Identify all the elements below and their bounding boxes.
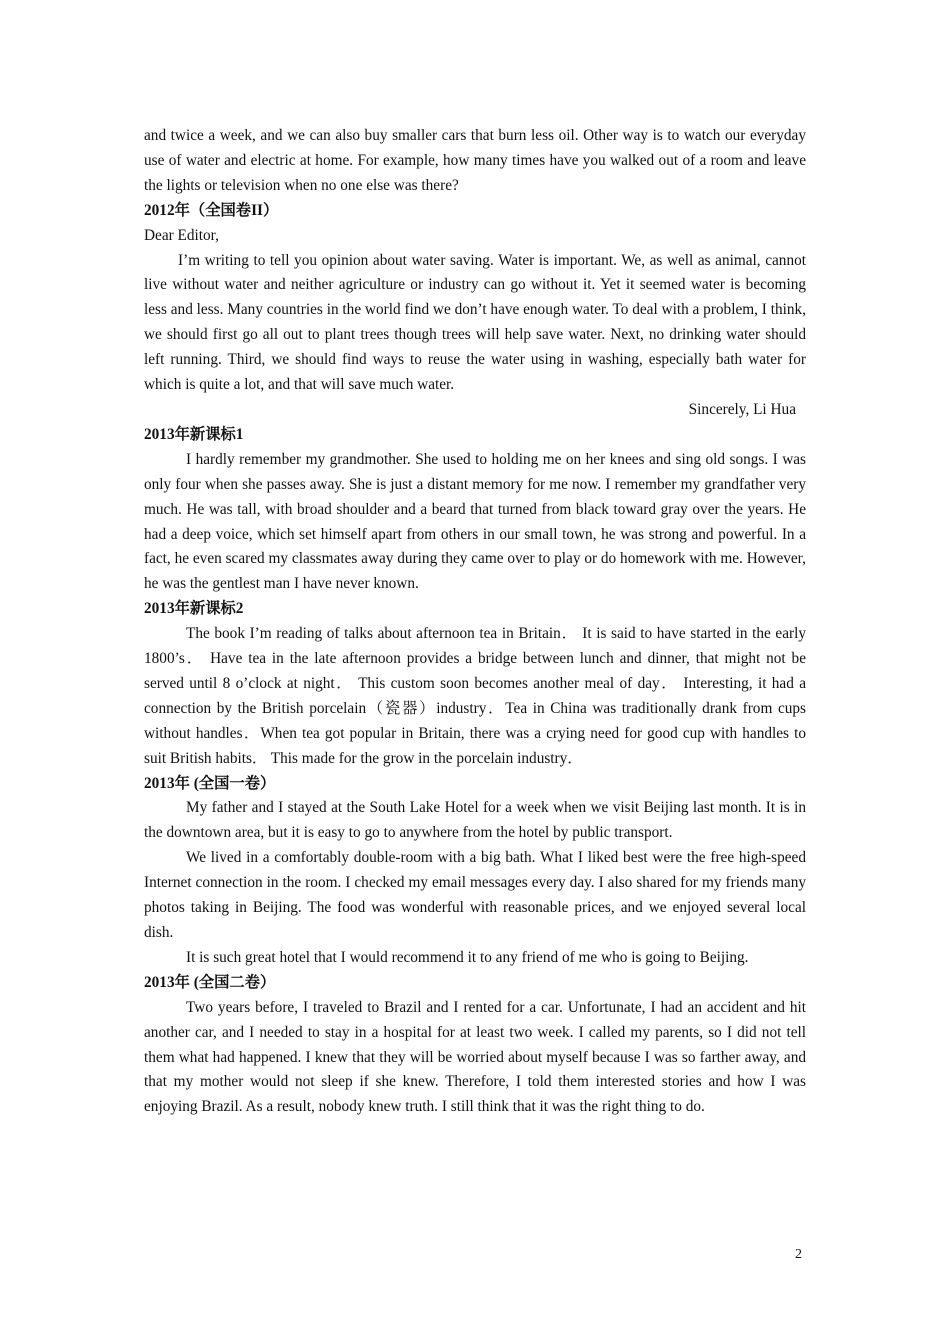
section-heading-2013-quanguo-2: 2013年 (全国二卷） bbox=[144, 973, 276, 991]
page-number: 2 bbox=[795, 1247, 802, 1262]
essay-paragraph: I hardly remember my grandmother. She used to holding me on her knees and sing old songs. I was only four when she passes away. She is just a distant memory for me now. I remember my grandfather very much. He was tall, with broad shoulder and a beard that turned from black toward gray over the years. He had a deep voice, which set himself apart from others in our small town, he was strong and powerful. In a fact, he even scared my classmates away during they came over to play or do homework with me. However, he was the gentlest man I have never known. bbox=[144, 450, 806, 593]
essay-paragraph: We lived in a comfortably double-room with a big bath. What I liked best were the free high-speed Internet connection in the room. I checked my email messages every day. I also shared for my friends many photos taking in Beijing. The food was wonderful with reasonable prices, and we enjoyed several local dish. bbox=[144, 849, 806, 941]
section-heading-2013-xinkebiao-2: 2013年新课标2 bbox=[144, 600, 244, 618]
intro-paragraph: and twice a week, and we can also buy smaller cars that burn less oil. Other way is to watch our everyday use of water and electric at home. For example, how many times have you walked out of a room and leave the lights or television when no one else was there? bbox=[144, 127, 806, 194]
section-heading-2013-xinkebiao-1: 2013年新课标1 bbox=[144, 425, 244, 443]
essay-paragraph: My father and I stayed at the South Lake Hotel for a week when we visit Beijing last month. It is in the downtown area, but it is easy to go to anywhere from the hotel by public transport. bbox=[144, 799, 806, 842]
letter-signature: Sincerely, Li Hua bbox=[688, 400, 796, 418]
essay-paragraph: The book I’m reading of talks about afternoon tea in Britain． It is said to have started in the early 1800’s． Have tea in the late afternoon provides a bridge between lunch and dinner, that might not be served until 8 o’clock at night． This custom soon becomes another meal of day． Interesting, it had a connection by the British porcelain（瓷器）industry．Tea in China was traditionally drank from cups without handles．When tea got popular in Britain, there was a crying need for good cup with handles to suit British habits． This made for the grow in the porcelain industry． bbox=[144, 625, 806, 767]
essay-paragraph: It is such great hotel that I would recommend it to any friend of me who is going to Beijing. bbox=[186, 948, 749, 966]
essay-paragraph: Two years before, I traveled to Brazil and I rented for a car. Unfortunate, I had an accident and hit another car, and I needed to stay in a hospital for at least two week. I called my parents, so I did not tell them what had happened. I knew that they will be worried about myself because I was so farther away, and that my mother would not sleep if she knew. Therefore, I told them interested stories and how I was enjoying Brazil. As a result, nobody knew truth. I still think that it was the right thing to do. bbox=[144, 998, 806, 1116]
letter-salutation: Dear Editor, bbox=[144, 226, 219, 244]
essay-paragraph: I’m writing to tell you opinion about water saving. Water is important. We, as well as animal, cannot live without water and neither agriculture or industry can go without it. Yet it seemed water is becoming less and less. Many countries in the world find we don’t have enough water. To deal with a problem, I think, we should first go all out to plant trees though trees will help save water. Next, no drinking water should left running. Third, we should find ways to reuse the water using in washing, especially bath water for which is quite a lot, and that will save much water. bbox=[144, 251, 806, 394]
section-heading-2012: 2012年（全国卷II） bbox=[144, 201, 279, 219]
document-body bbox=[144, 124, 806, 1120]
section-heading-2013-quanguo-1: 2013年 (全国一卷） bbox=[144, 774, 276, 792]
